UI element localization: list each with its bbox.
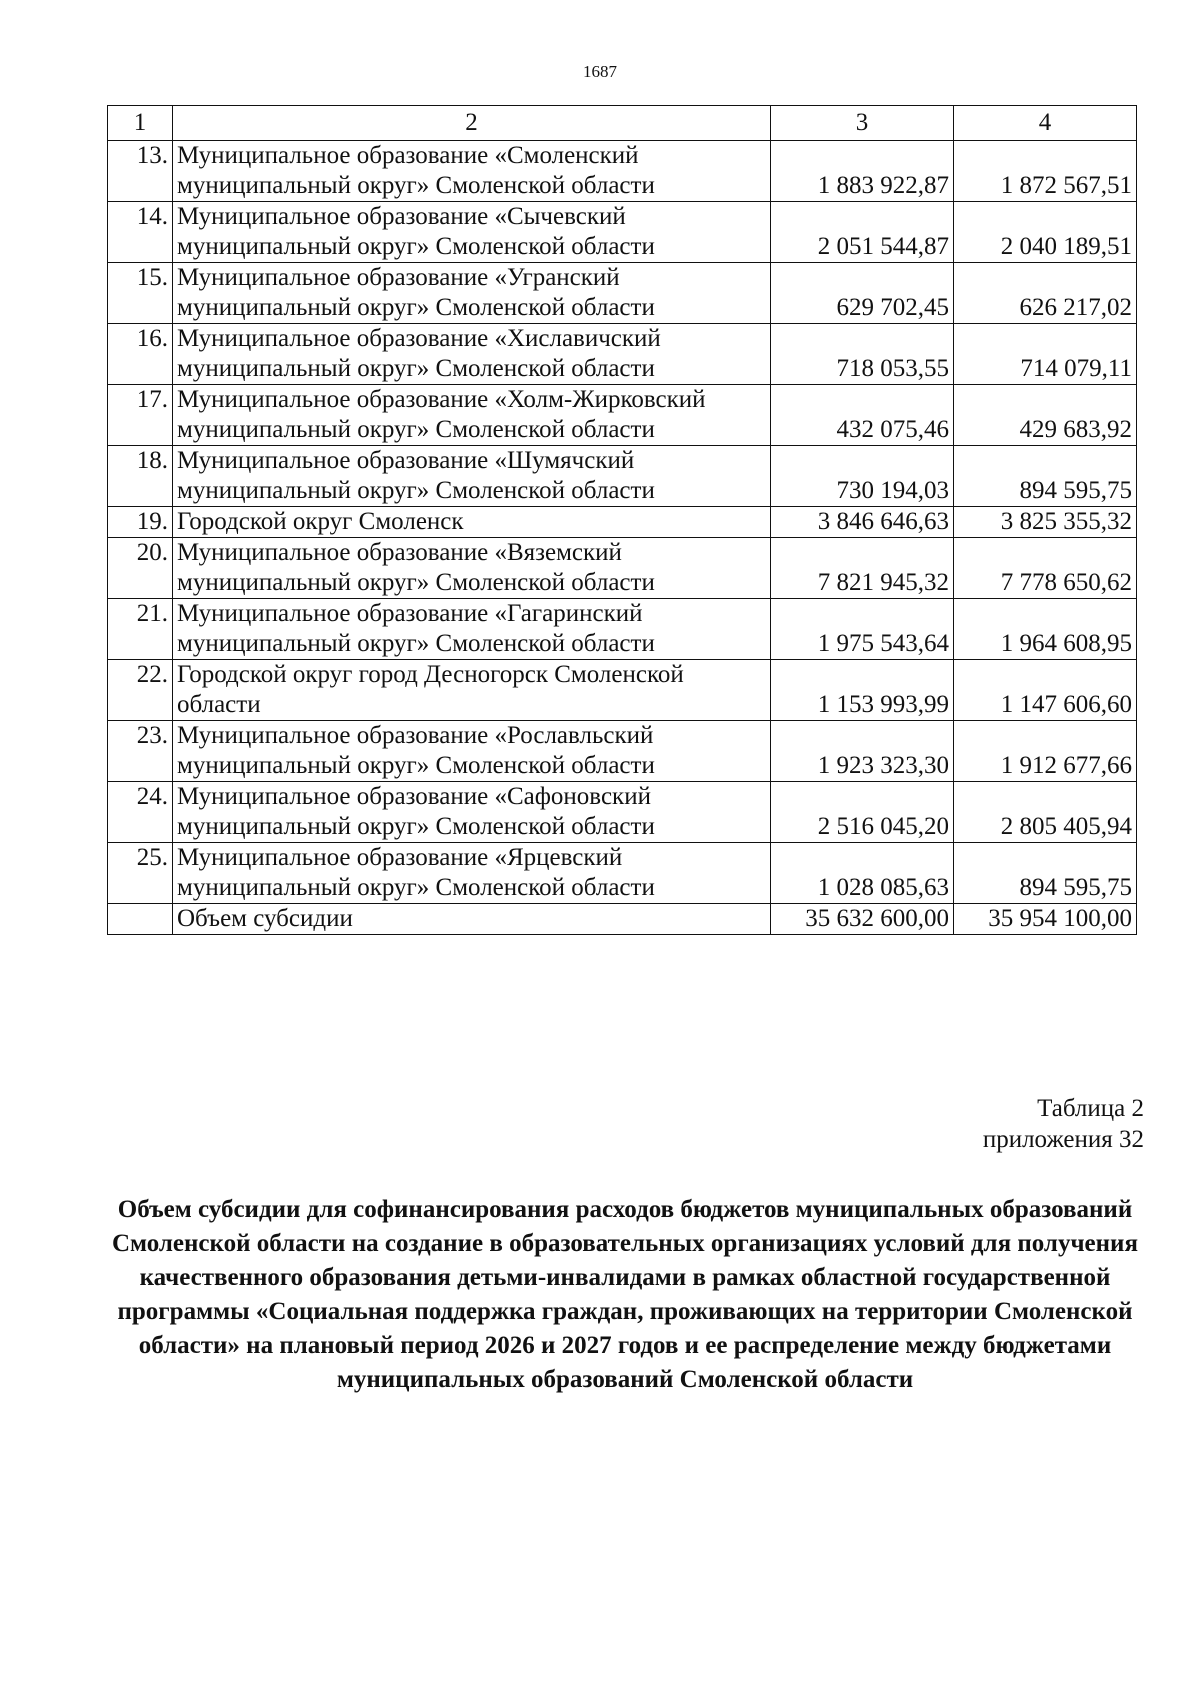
header-col-4: 4	[954, 106, 1137, 141]
row-number: 25.	[108, 843, 173, 904]
value-col-3: 629 702,45	[771, 263, 954, 324]
municipality-name: Городской округ город Десногорск Смоленской области	[173, 660, 771, 721]
total-col-3: 35 632 600,00	[771, 904, 954, 935]
value-col-4: 7 778 650,62	[954, 538, 1137, 599]
table-caption-line1: Таблица 2	[1037, 1095, 1144, 1122]
value-col-4: 894 595,75	[954, 446, 1137, 507]
table-row	[108, 263, 1137, 324]
value-col-3: 1 883 922,87	[771, 141, 954, 202]
table-caption	[983, 1093, 1144, 1155]
row-number: 18.	[108, 446, 173, 507]
page-number: 1687	[583, 62, 617, 81]
row-number: 24.	[108, 782, 173, 843]
row-number: 21.	[108, 599, 173, 660]
table-row	[108, 141, 1137, 202]
row-number: 13.	[108, 141, 173, 202]
total-col-4: 35 954 100,00	[954, 904, 1137, 935]
table-caption-line2: приложения 32	[982, 1126, 1144, 1153]
header-col-2: 2	[173, 106, 771, 141]
table-header-row	[108, 106, 1137, 141]
table-row	[108, 507, 1137, 538]
municipality-name: Муниципальное образование «Гагаринский муниципальный округ» Смоленской области	[173, 599, 771, 660]
value-col-4: 1 872 567,51	[954, 141, 1137, 202]
row-number: 14.	[108, 202, 173, 263]
row-number: 15.	[108, 263, 173, 324]
value-col-4: 1 964 608,95	[954, 599, 1137, 660]
total-label: Объем субсидии	[173, 904, 771, 935]
municipality-name: Муниципальное образование «Сычевский муниципальный округ» Смоленской области	[173, 202, 771, 263]
value-col-3: 1 028 085,63	[771, 843, 954, 904]
row-number: 22.	[108, 660, 173, 721]
value-col-4: 3 825 355,32	[954, 507, 1137, 538]
municipality-name: Муниципальное образование «Ярцевский муниципальный округ» Смоленской области	[173, 843, 771, 904]
total-number	[108, 904, 173, 935]
value-col-3: 2 051 544,87	[771, 202, 954, 263]
municipality-name: Муниципальное образование «Сафоновский муниципальный округ» Смоленской области	[173, 782, 771, 843]
value-col-3: 1 153 993,99	[771, 660, 954, 721]
value-col-4: 429 683,92	[954, 385, 1137, 446]
table-row	[108, 446, 1137, 507]
value-col-4: 1 147 606,60	[954, 660, 1137, 721]
municipality-name: Муниципальное образование «Шумячский муниципальный округ» Смоленской области	[173, 446, 771, 507]
table-row	[108, 599, 1137, 660]
table-row	[108, 385, 1137, 446]
municipality-name: Муниципальное образование «Холм-Жирковский муниципальный округ» Смоленской области	[173, 385, 771, 446]
row-number: 20.	[108, 538, 173, 599]
value-col-4: 1 912 677,66	[954, 721, 1137, 782]
header-col-1: 1	[108, 106, 173, 141]
municipality-name: Муниципальное образование «Вяземский муниципальный округ» Смоленской области	[173, 538, 771, 599]
header-col-3: 3	[771, 106, 954, 141]
value-col-4: 894 595,75	[954, 843, 1137, 904]
value-col-4: 626 217,02	[954, 263, 1137, 324]
value-col-3: 1 975 543,64	[771, 599, 954, 660]
table-row	[108, 324, 1137, 385]
table-row	[108, 538, 1137, 599]
value-col-3: 730 194,03	[771, 446, 954, 507]
value-col-3: 432 075,46	[771, 385, 954, 446]
municipality-name: Муниципальное образование «Смоленский муниципальный округ» Смоленской области	[173, 141, 771, 202]
document-title: Объем субсидии для софинансирования расходов бюджетов муниципальных образований Смоленской области на создание в образовательных организациях условий для получения качественного образования детьми-инвалидами в рамках областной государственной программы «Социальная поддержка граждан, проживающих на территории Смоленской области» на плановый период 2026 и 2027 годов и ее распределение между бюджетами муниципальных образований Смоленской области	[111, 1196, 1138, 1393]
value-col-3: 7 821 945,32	[771, 538, 954, 599]
row-number: 16.	[108, 324, 173, 385]
value-col-4: 714 079,11	[954, 324, 1137, 385]
subsidy-table	[107, 105, 1137, 935]
municipality-name: Муниципальное образование «Хиславичский муниципальный округ» Смоленской области	[173, 324, 771, 385]
value-col-4: 2 805 405,94	[954, 782, 1137, 843]
row-number: 23.	[108, 721, 173, 782]
row-number: 17.	[108, 385, 173, 446]
total-row	[108, 904, 1137, 935]
value-col-3: 1 923 323,30	[771, 721, 954, 782]
municipality-name: Городской округ Смоленск	[173, 507, 771, 538]
municipality-name: Муниципальное образование «Угранский муниципальный округ» Смоленской области	[173, 263, 771, 324]
row-number: 19.	[108, 507, 173, 538]
table-row	[108, 660, 1137, 721]
value-col-3: 718 053,55	[771, 324, 954, 385]
table-row	[108, 843, 1137, 904]
value-col-3: 2 516 045,20	[771, 782, 954, 843]
municipality-name: Муниципальное образование «Рославльский муниципальный округ» Смоленской области	[173, 721, 771, 782]
table-row	[108, 202, 1137, 263]
table-row	[108, 782, 1137, 843]
value-col-4: 2 040 189,51	[954, 202, 1137, 263]
table-row	[108, 721, 1137, 782]
value-col-3: 3 846 646,63	[771, 507, 954, 538]
